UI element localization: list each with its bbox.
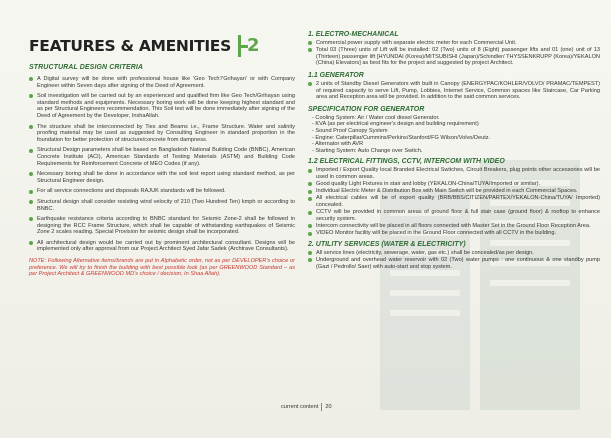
bullet-icon (29, 172, 33, 176)
bullet-icon (29, 149, 33, 153)
list-item: Imported / Export Quality local Branded Electrical Switches, Circuit Breakers, plug points other accessories will be used in common areas. (308, 167, 600, 180)
spec-line: - Engine: Caterpillar/Cummins/Perkins/Stanford/FG Wilson/Volvo/Deutz. (312, 134, 491, 141)
list-item: VIDEO Monitor facility will be placed in the Ground Floor connected with all CCTV in the building. (308, 230, 600, 237)
list-item: A Digital survey will be done with professional house like 'Geo Tech'/'Grihayan' or with Company Engineer within Seven days after signing of the Deed of Agreement. (29, 76, 295, 89)
spec-line: - Sound Proof Canopy System (312, 127, 388, 134)
bullet-icon (29, 190, 33, 194)
generator-spec-heading: SPECIFICATION FOR GENERATOR (308, 105, 425, 113)
page-title: FEATURES & AMENITIES (29, 37, 231, 55)
generator-spec-list (308, 115, 600, 155)
list-item: All architectural design would be carried out by prominent architectural consultant. Designs will be implemented only after approval from our Project Architect Syed Jafar Sadek (Archtrave Consultants). (29, 240, 295, 253)
footer-label: current content (281, 404, 319, 410)
page-number: 20 (325, 404, 332, 410)
list-item: Soil investigation will be carried out by an experienced and qualified firm like Geo Tech/Grihayan using standard methods and equipments. Necessary boring work will be done keeping highest standard and as per Structural Engineers recommendation. This Soil test will be done immediately after signing of the Deed of Agreement by the Developer, InshaAllah. (29, 93, 295, 119)
list-item: Good quality Light Fixtures in stair and lobby (YEKALON-China/TUYA/Imported or similar). (308, 181, 600, 188)
electro-mechanical-heading: 1. ELECTRO-MECHANICAL (308, 31, 399, 38)
list-item: The structure shall be interconnected by Ties and Beams i.e., Frame Structure. Water and salinity proofing material may be used as suggested by Consulting Engineer in standard proportion in the foundation for better protection of structure/concrete from dampness. (29, 124, 295, 144)
bullet-icon (308, 169, 312, 173)
logo-number: 2 (246, 35, 260, 56)
bullet-icon (308, 251, 312, 255)
electrical-fittings-heading: 1.2 ELECTRICAL FITTINGS, CCTV, INTERCOM WITH VIDEO (308, 158, 505, 166)
left-column (29, 30, 295, 278)
footer-divider (321, 403, 322, 411)
spec-line: - Cooling System: Air / Water cool diesel Generator. (312, 114, 440, 121)
bullet-icon (308, 190, 312, 194)
list-item: Earthquake resistance criteria according to BNBC standard for Seismic Zone-2 shall be followed in designing the RCC Frame Structure, which shall be capable of withstanding earthquakes of Seismic Zone 2 scales reading. Special Provision for seismic design shall be incorporated. (29, 216, 295, 236)
list-item: Intercom connectivity will be placed in all floors connected with Master Set in the Ground Floor Reception Area. (308, 223, 600, 230)
list-item: All electrical cables will be of export quality (BRB/BBS/CITIZEN/PARTEX/YEKALON-China/TUYA/ Imported) concealed. (308, 195, 600, 208)
greenwood-logo-icon (235, 31, 263, 61)
bullet-icon (29, 125, 33, 129)
list-item: Commercial power supply with separate electric meter for each Commercial Unit. (308, 40, 600, 47)
list-item: For all service connections and disposals RAJUK standards will be followed. (29, 188, 295, 195)
list-item: Individual Electric Meter & Distribution Box with Main Switch will be provided in each Commercial Spaces. (308, 188, 600, 195)
bullet-icon (308, 232, 312, 236)
list-item: 2 units of Standby Diesel Generators with built in Canopy (ENERGYPAC/KOHLER/VOLVO/ PRAMAC/TEMPEST) of required capacity to serve Lift, Pump, Lobbies, Internet Service, Common spaces like Staircase, Car Parking area and Reception area will be provided. In addition to the said common services. (308, 81, 600, 101)
bullet-icon (308, 82, 312, 86)
title-row (29, 30, 295, 62)
list-item: CCTV will be provided in common areas of ground floor & full stair case (ground floor) & rooftop to enhance security system. (308, 209, 600, 222)
bullet-icon (308, 182, 312, 186)
list-item: Structural design shall consider resisting wind velocity of 210 (Two Hundred Ten) kmph or according to BNBC. (29, 199, 295, 212)
bullet-icon (29, 77, 33, 81)
utility-services-heading: 2. UTILITY SERVICES (WATER & ELECTRICITY) (308, 240, 466, 248)
list-item: Total 03 (Three) units of Lift will be installed: 02 (Two) units of 8 (Eight) passenger lifts and 01 (one) unit of 13 (Thirteen) passenger lift [HYUNDAI (Korea)/MITSUBISHI (Japan)/Schindler/ THYSSENKRUPP (Korea)/YEKALON (China) Elevators] as best fits for the project and suggested by project Architect. (308, 47, 600, 67)
bullet-icon (308, 197, 312, 201)
bullet-icon (308, 211, 312, 215)
spec-line: - Alternator with AVR (312, 141, 364, 148)
spec-line: - KVA (as per electrical engineer's design and building requirement) (312, 121, 479, 128)
bullet-icon (308, 258, 312, 262)
spec-line: - Starting System: Auto Change over Switch. (312, 147, 423, 154)
bullet-icon (29, 94, 33, 98)
alternative-brands-note: NOTE: Following Alternative items/brands are put in Alphabetic order, not as per DEVELOPER's choice or preference. We will try to finish the building with best possible look (as per GREENWOOD Standard – as per Project Architect & GREENWOOD MD's choice / decision, In Shaa Allah). (29, 258, 295, 278)
list-item: Underground and overhead water reservoir with 02 (Two) water pumps : one continuous & one standby pump (Gazi / Pedrollo/ Saer) with auto-start and stop system. (308, 257, 600, 270)
bullet-icon (308, 48, 312, 52)
page-footer (281, 403, 332, 411)
generator-heading: 1.1 GENERATOR (308, 71, 364, 79)
bullet-icon (308, 224, 312, 228)
bullet-icon (308, 41, 312, 45)
bullet-icon (29, 217, 33, 221)
list-item: Structural Design parameters shall be based on Bangladesh National Building Code (BNBC), American Concrete Institute (ACI), American Standards of Testing Materials (ASTM) and Building Code Requirements for Reinforcement Concrete of MEO Codes (if any). (29, 147, 295, 167)
bullet-icon (29, 200, 33, 204)
structural-design-heading: STRUCTURAL DESIGN CRITERIA (29, 64, 144, 71)
bullet-icon (29, 241, 33, 245)
list-item: All service lines (electricity, sewerage, water, gas etc.) shall be concealed/as per design. (308, 250, 600, 257)
list-item: Necessary boring shall be done in accordance with the soil test report using standard method, as per Structural Engineer design. (29, 171, 295, 184)
right-column (308, 30, 600, 270)
